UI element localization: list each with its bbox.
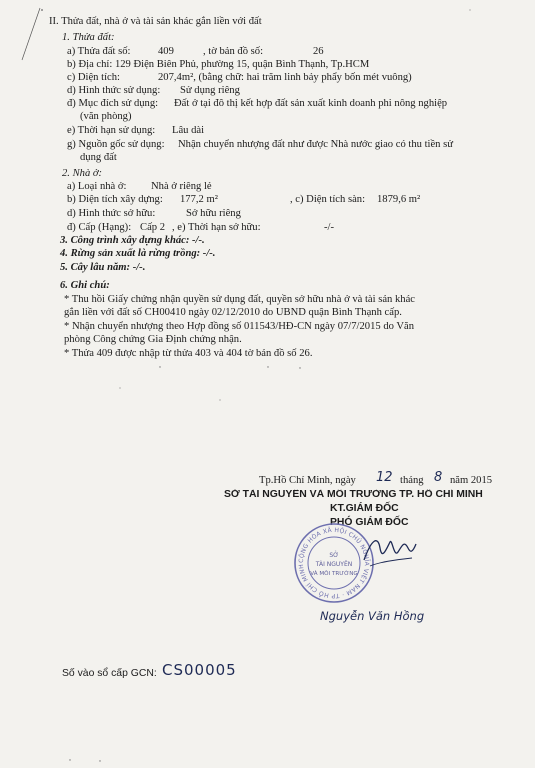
section-title: II. Thửa đất, nhà ở và tài sản khác gắn liền với đất bbox=[49, 16, 262, 27]
map-sheet-value: 26 bbox=[313, 46, 324, 57]
house-type-value: Nhà ở riêng lẻ bbox=[151, 181, 212, 192]
note-line-2: gắn liền với đất số CH00410 ngày 02/12/2010 do UBND quận Bình Thạnh cấp. bbox=[64, 307, 402, 318]
authority-line: KT.GIÁM ĐỐC bbox=[330, 503, 399, 514]
area-label: c) Diện tích: bbox=[67, 72, 120, 83]
usage-purpose-value-2: (văn phòng) bbox=[80, 111, 132, 122]
house-type-label: a) Loại nhà ở: bbox=[67, 181, 127, 192]
note-line-4: phòng Công chứng Gia Định chứng nhận. bbox=[64, 334, 242, 345]
ownership-term-label: , e) Thời hạn sở hữu: bbox=[172, 222, 261, 233]
origin-label: g) Nguồn gốc sử dụng: bbox=[67, 139, 165, 150]
deputy-title: PHÓ GIÁM ĐỐC bbox=[330, 517, 409, 528]
usage-purpose-label: đ) Mục đích sử dụng: bbox=[67, 98, 159, 109]
note-line-5: * Thửa 409 được nhập từ thửa 403 và 404 tờ bản đồ số 26. bbox=[64, 348, 313, 359]
registry-number: CS00005 bbox=[162, 661, 237, 679]
land-heading: 1. Thửa đất: bbox=[62, 32, 115, 43]
other-structures-line: 3. Công trình xây dựng khác: -/-. bbox=[60, 235, 205, 246]
usage-term-value: Lâu dài bbox=[172, 125, 205, 136]
origin-value-2: dụng đất bbox=[80, 152, 117, 163]
note-line-1: * Thu hồi Giấy chứng nhận quyền sử dụng đất, quyền sở hữu nhà ở và tài sản khác bbox=[64, 294, 415, 305]
svg-text:VÀ MÔI TRƯỜNG: VÀ MÔI TRƯỜNG bbox=[310, 571, 358, 577]
origin-value: Nhận chuyển nhượng đất như được Nhà nước giao có thu tiền sử bbox=[178, 139, 453, 150]
usage-form-value: Sử dụng riêng bbox=[180, 85, 240, 96]
svg-text:SỞ: SỞ bbox=[329, 552, 339, 559]
svg-text:CỘNG HÒA XÃ HỘI CHỦ NGHĨA VIỆT: CỘNG HÒA XÃ HỘI CHỦ NGHĨA VIỆT NAM · TP HỒ CHÍ MINH bbox=[297, 526, 371, 600]
floor-area-value: 1879,6 m² bbox=[377, 194, 421, 205]
ownership-term-value: -/- bbox=[324, 222, 334, 233]
date-month-label: tháng bbox=[400, 475, 424, 486]
map-sheet-label: , tờ bản đồ số: bbox=[203, 46, 264, 57]
grade-value: Cấp 2 bbox=[140, 222, 166, 233]
floor-area-label: , c) Diện tích sàn: bbox=[290, 194, 366, 205]
grade-label: đ) Cấp (Hạng): bbox=[67, 222, 132, 233]
date-year: năm 2015 bbox=[450, 475, 493, 486]
signature-scribble bbox=[360, 530, 420, 575]
plot-number-label: a) Thửa đất số: bbox=[67, 46, 131, 57]
ownership-form-value: Sở hữu riêng bbox=[186, 208, 241, 219]
area-value: 207,4m², (bằng chữ: hai trăm linh bảy phẩy bốn mét vuông) bbox=[158, 72, 412, 83]
perennial-trees-line: 5. Cây lâu năm: -/-. bbox=[60, 262, 146, 273]
signer-name: Nguyễn Văn Hồng bbox=[320, 609, 425, 623]
house-heading: 2. Nhà ở: bbox=[62, 168, 103, 179]
registry-label: Số vào sổ cấp GCN: bbox=[62, 668, 157, 679]
building-area-value: 177,2 m² bbox=[180, 194, 218, 205]
ownership-form-label: d) Hình thức sở hữu: bbox=[67, 208, 156, 219]
building-area-label: b) Diện tích xây dựng: bbox=[67, 194, 163, 205]
svg-text:TÀI NGUYÊN: TÀI NGUYÊN bbox=[315, 561, 353, 568]
date-month: 8 bbox=[434, 470, 443, 485]
date-prefix: Tp.Hồ Chí Minh, ngày bbox=[259, 475, 356, 486]
plot-number-value: 409 bbox=[158, 46, 174, 57]
planted-forest-line: 4. Rừng sản xuất là rừng trồng: -/-. bbox=[60, 248, 216, 259]
agency-name: SỞ TÀI NGUYÊN VÀ MÔI TRƯỜNG TP. HỒ CHÍ MINH bbox=[224, 489, 483, 500]
notes-heading: 6. Ghi chú: bbox=[60, 280, 110, 291]
note-line-3: * Nhận chuyển nhượng theo Hợp đồng số 011543/HĐ-CN ngày 07/7/2015 do Văn bbox=[64, 321, 415, 332]
usage-term-label: e) Thời hạn sử dụng: bbox=[67, 125, 156, 136]
date-day: 12 bbox=[376, 470, 393, 485]
address-line: b) Địa chỉ: 129 Điện Biên Phủ, phường 15, quận Bình Thạnh, Tp.HCM bbox=[67, 59, 370, 70]
usage-form-label: d) Hình thức sử dụng: bbox=[67, 85, 161, 96]
usage-purpose-value: Đất ở tại đô thị kết hợp đất sản xuất kinh doanh phi nông nghiệp bbox=[174, 98, 448, 109]
